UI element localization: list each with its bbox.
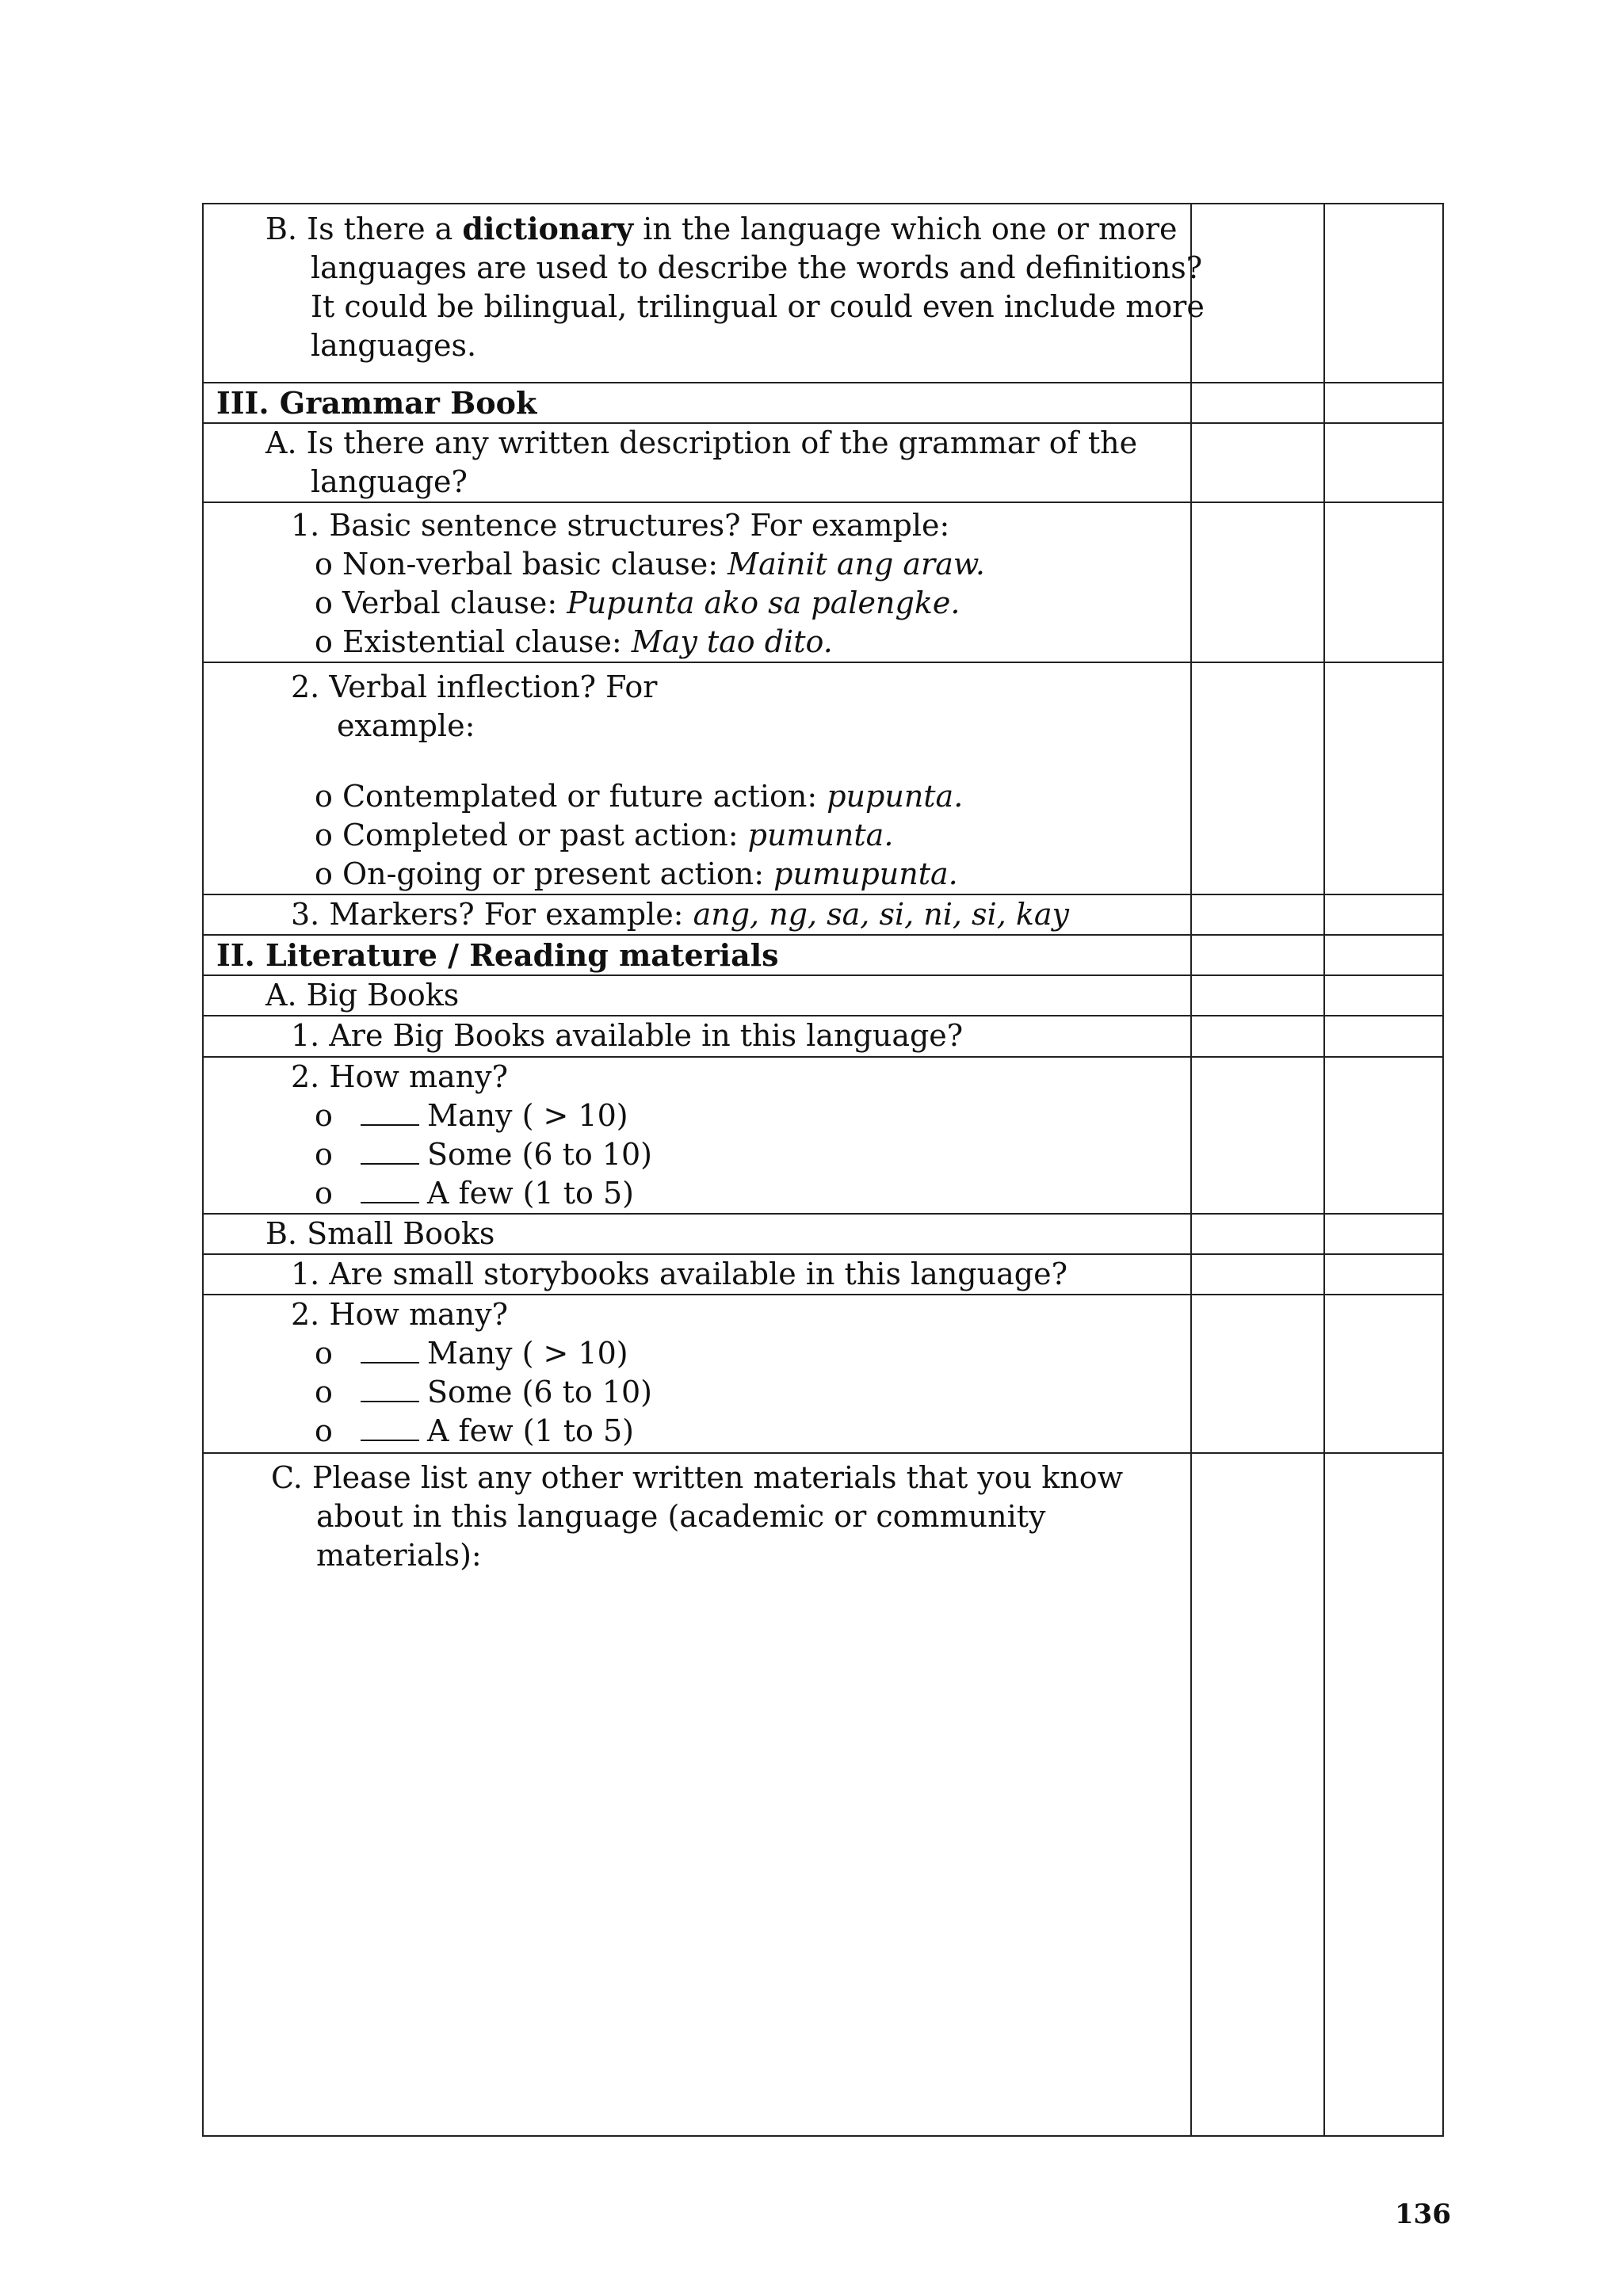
section-heading: II. Literature / Reading materials [216,937,779,973]
answer-cell[interactable] [1324,1016,1443,1057]
answer-cell[interactable] [1324,204,1443,383]
question-cell [203,204,1205,383]
bullet: o [315,1413,333,1448]
bullet: o [315,1336,333,1371]
answer-cell[interactable] [1191,423,1324,502]
table-row [203,1016,1443,1057]
bullet: o [315,1176,333,1211]
bullet: o [315,1137,333,1172]
answer-cell[interactable] [1191,1295,1324,1453]
answer-blank[interactable] [361,1100,419,1126]
question-cell [203,1057,1191,1214]
answer-cell[interactable] [1191,1057,1324,1214]
answer-cell[interactable] [1191,894,1324,935]
example-text: ang, ng, sa, si, ni, si, kay [693,897,1070,932]
section-heading-cell [203,383,1191,423]
question-text: languages. [311,328,477,363]
question-text: It could be bilingual, trilingual or could even include more [311,289,1205,324]
question-text: 2. How many? [291,1059,508,1094]
example-text: pupunta. [827,779,964,814]
bullet: o [315,1098,333,1133]
question-text: about in this language (academic or community [316,1499,1046,1534]
answer-cell[interactable] [1324,1214,1443,1254]
table-row [203,662,1443,894]
answer-cell[interactable] [1191,1254,1324,1295]
question-cell [203,1295,1191,1453]
answer-cell[interactable] [1324,894,1443,935]
question-text: 2. How many? [291,1297,508,1332]
answer-cell[interactable] [1324,1453,1443,2136]
question-text: C. Please list any other written materials that you know [271,1460,1124,1495]
answer-blank[interactable] [361,1139,419,1165]
section-heading: III. Grammar Book [216,385,537,421]
question-text: example: [337,708,475,743]
question-cell [203,502,1191,662]
table-row [203,935,1443,975]
table-row [203,423,1443,502]
question-cell [203,1214,1191,1254]
question-cell [203,894,1191,935]
question-cell [203,975,1191,1016]
question-text: dictionary [462,211,634,246]
question-text: A. Is there any written description of the grammar of the [265,425,1138,460]
answer-cell[interactable] [1324,423,1443,502]
answer-cell[interactable] [1324,935,1443,975]
question-text: 2. Verbal inflection? For [291,669,658,704]
table-row [203,204,1443,383]
option-label: A few (1 to 5) [427,1176,634,1211]
example-text: Mainit ang araw. [727,547,985,582]
page-number: 136 [1395,2199,1451,2230]
answer-cell[interactable] [1191,1453,1324,2136]
question-text: B. Is there a [265,212,463,246]
answer-cell[interactable] [1191,935,1324,975]
question-cell [203,423,1191,502]
question-text: 1. Are Big Books available in this language? [291,1018,964,1053]
answer-blank[interactable] [361,1416,419,1441]
option-label: Many ( > 10) [427,1336,628,1371]
question-text: language? [311,464,468,499]
answer-cell[interactable] [1191,662,1324,894]
example-label: o Non-verbal basic clause: [315,547,728,582]
question-cell [203,1453,1191,2136]
table-row [203,1453,1443,2136]
answer-cell[interactable] [1324,1295,1443,1453]
question-cell [203,1254,1191,1295]
question-text: 1. Basic sentence structures? For example: [291,508,950,543]
option-label: Many ( > 10) [427,1098,628,1133]
option-label: Some (6 to 10) [427,1137,652,1172]
table-row [203,502,1443,662]
table-row [203,1254,1443,1295]
table-row [203,383,1443,423]
section-heading-cell [203,935,1191,975]
table-row [203,894,1443,935]
answer-cell[interactable] [1191,502,1324,662]
answer-cell[interactable] [1191,1214,1324,1254]
question-text: 1. Are small storybooks available in this language? [291,1257,1067,1291]
table-row [203,975,1443,1016]
answer-cell[interactable] [1191,1016,1324,1057]
bullet: o [315,1375,333,1409]
question-cell [203,1016,1191,1057]
survey-table [202,203,1444,2137]
answer-blank[interactable] [361,1377,419,1402]
option-label: A few (1 to 5) [427,1413,634,1448]
question-text: materials): [316,1538,482,1573]
example-label: o Verbal clause: [315,585,567,620]
answer-blank[interactable] [361,1338,419,1363]
answer-cell[interactable] [1324,1057,1443,1214]
answer-cell[interactable] [1324,1254,1443,1295]
answer-blank[interactable] [361,1178,419,1203]
table-row [203,1214,1443,1254]
answer-cell[interactable] [1191,975,1324,1016]
example-label: o On-going or present action: [315,856,774,891]
question-cell [203,662,1191,894]
answer-cell[interactable] [1191,383,1324,423]
table-row [203,1295,1443,1453]
subsection-title: A. Big Books [265,978,460,1013]
answer-cell[interactable] [1191,204,1324,383]
question-text: languages are used to describe the words and definitions? [311,250,1203,285]
question-text: in the language which one or more [633,212,1178,246]
example-label: o Contemplated or future action: [315,779,827,814]
question-text: 3. Markers? For example: [291,897,693,932]
example-text: Pupunta ako sa palengke. [567,585,960,620]
example-text: May tao dito. [631,624,833,659]
subsection-title: B. Small Books [265,1216,495,1251]
answer-cell[interactable] [1324,383,1443,423]
option-label: Some (6 to 10) [427,1375,652,1409]
example-label: o Completed or past action: [315,818,748,852]
answer-cell[interactable] [1324,975,1443,1016]
table-row [203,1057,1443,1214]
example-text: pumupunta. [773,856,958,891]
answer-cell[interactable] [1324,502,1443,662]
answer-cell[interactable] [1324,662,1443,894]
example-text: pumunta. [747,818,894,852]
example-label: o Existential clause: [315,624,632,659]
